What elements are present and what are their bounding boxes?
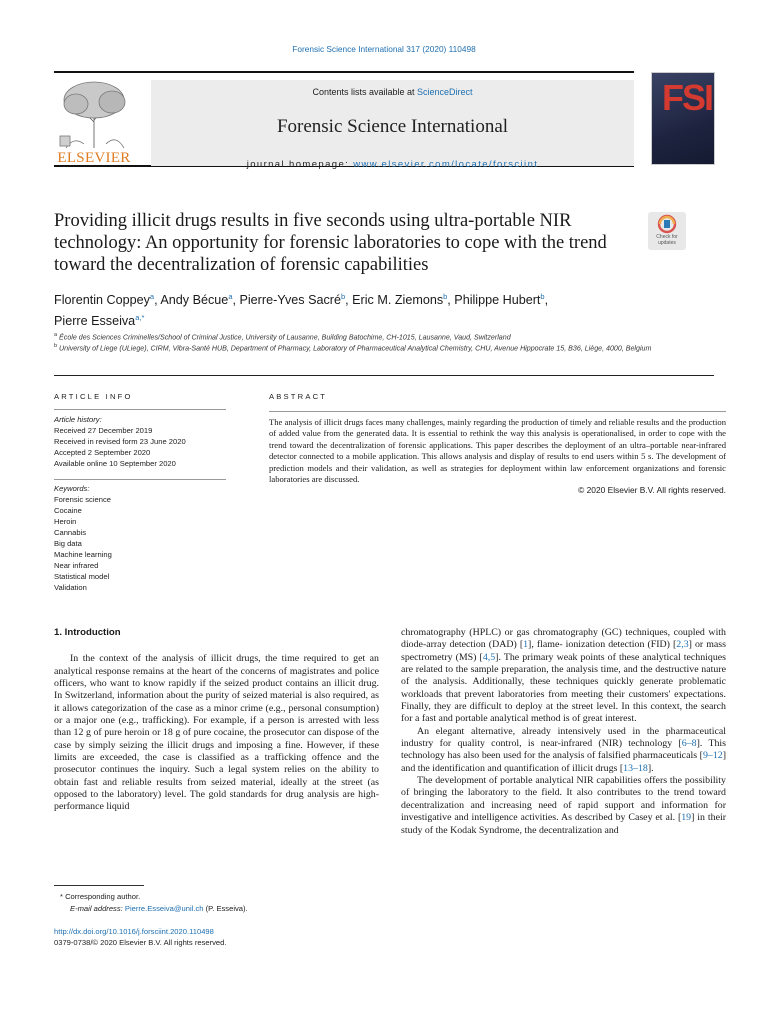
article-history bbox=[54, 414, 226, 469]
issn-copyright: 0379-0738/© 2020 Elsevier B.V. All rights reserved. bbox=[54, 938, 227, 947]
affiliation-mark: a bbox=[54, 332, 58, 338]
intro-paragraph-1-cont bbox=[401, 627, 726, 726]
journal-masthead bbox=[54, 71, 634, 170]
journal-homepage bbox=[151, 159, 634, 170]
reference-link[interactable]: 6–8 bbox=[681, 738, 697, 750]
keywords-label: Keywords: bbox=[54, 484, 90, 493]
keyword: Cannabis bbox=[54, 528, 87, 537]
body-column-right bbox=[401, 627, 726, 837]
abstract-heading: ABSTRACT bbox=[269, 392, 328, 401]
cover-letters: FSI bbox=[662, 77, 713, 118]
contents-prefix: Contents lists available at bbox=[312, 87, 418, 97]
text-run: ] and the identification and quantification of illicit drugs [ bbox=[401, 750, 726, 774]
crossmark-line-1: Check for bbox=[656, 234, 678, 240]
article-info-heading: ARTICLE INFO bbox=[54, 392, 133, 401]
intro-paragraph-3 bbox=[401, 775, 726, 837]
contents-lists-line bbox=[151, 87, 634, 97]
author-name[interactable]: Andy Bécue bbox=[160, 293, 229, 308]
reference-link[interactable]: 13–18 bbox=[623, 762, 648, 774]
article-title: Providing illicit drugs results in five seconds using ultra-portable NIR technology: An opportunity for forensic laboratories to cope with the trend toward the decentralization of forensic capabilities bbox=[54, 211, 607, 275]
text-run: ] in their study of the Kodak Syndrome, the decentralization and bbox=[401, 812, 726, 836]
author-list: Florentin Coppey$^a$, Andy Bécue$^a$, Pierre-Yves Sacré$^b$, Eric M. Ziemons$^b$, Philippe Hubert$^b$, Pierre Esseiva$^{a,*}$ bbox=[54, 292, 549, 329]
doi-link[interactable]: http://dx.doi.org/10.1016/j.forsciint.2020.110498 bbox=[54, 927, 214, 936]
text-run: An elegant alternative, already intensively used in the pharmaceutical industry for quality control, is near-infrared (NIR) technology [ bbox=[401, 725, 726, 750]
author-name[interactable]: Philippe Hubert bbox=[454, 293, 541, 308]
abstract-copyright: © 2020 Elsevier B.V. All rights reserved. bbox=[578, 485, 726, 496]
author-name[interactable]: Eric M. Ziemons bbox=[352, 293, 444, 308]
reference-link[interactable]: 1 bbox=[523, 639, 529, 651]
text-run: ]. bbox=[647, 762, 654, 774]
section-heading-introduction: 1. Introduction bbox=[54, 627, 121, 638]
author-affiliation-mark[interactable]: b bbox=[340, 292, 346, 301]
body-column-left bbox=[54, 627, 379, 814]
crossmark-line-2: updates bbox=[658, 239, 676, 246]
email-label: E-mail address: bbox=[70, 903, 125, 913]
keyword: Cocaine bbox=[54, 506, 82, 515]
keyword: Big data bbox=[54, 539, 82, 548]
reference-link[interactable]: 2,3 bbox=[676, 639, 689, 651]
keywords-list bbox=[54, 483, 226, 593]
author-name[interactable]: Pierre-Yves Sacré bbox=[239, 293, 341, 308]
keyword: Near infrared bbox=[54, 561, 99, 570]
crossmark-icon bbox=[648, 212, 686, 236]
keyword: Heroin bbox=[54, 517, 77, 526]
masthead-band bbox=[151, 80, 634, 170]
intro-paragraph-1: In the context of the analysis of illicit drugs, the time required to get an analytical response remains at the heart of the concerns of magistrates and police officers, who want to know rapidly if the seized product contains an illicit drug. In Switzerland, information about the purity of seized material is also required, as it allows categorization of the case as a minor crime (e.g., personal consumption) or a major one (e.g., trafficking). For example, if a person is arrested with less than 12 g of pure heroin or 18 g of pure cocaine, the prosecutor can dispose of the case by simply seizing the illicit drugs and imposing a fine. However, if these limits are exceeded, the case is classified as a trafficking offence and the prosecutor continues the inquiry. Such a legal system relies on the ability to obtain fast and reliable results from seized material, ideally at the street (as opposed to the laboratory) level. The gold standards for drug analysis are high-performance liquid bbox=[54, 653, 379, 813]
affiliation-mark: b bbox=[54, 343, 58, 349]
author-affiliation-mark[interactable]: a bbox=[228, 292, 233, 301]
elsevier-wordmark: ELSEVIER bbox=[57, 150, 131, 166]
header-separator bbox=[54, 375, 714, 376]
author-affiliation-mark[interactable]: a bbox=[149, 292, 155, 301]
affiliation-text: University of Liege (ULiege), CIRM, Vibra-Santé HUB, Department of Pharmacy, Laboratory of Pharmaceutical Analytical Chemistry, CHU, Avenue Hippocrate 15, B36, Liège, 4000, Belgium bbox=[59, 344, 652, 353]
abstract-text: The analysis of illicit drugs faces many challenges, mainly regarding the production of timely and reliable results and the production of added value from the generated data. It is essential to rethink the way this analysis is operationalised, in order to cope with the trend toward the decentralization of forensic applications. This paper describes the deployment of an ultra–portable near-infrared detector connected to a mobile application. This allows analysis and display of results to end users within 5 s. The development of prediction models and their validation, as well as strategies for deployment within law enforcement organizations and forensic laboratories are discussed. bbox=[269, 417, 726, 485]
author-email-link[interactable]: Pierre.Esseiva@unil.ch bbox=[124, 903, 204, 913]
reference-link[interactable]: 9–12 bbox=[702, 750, 723, 762]
journal-cover-thumbnail bbox=[651, 72, 715, 165]
text-run: ]. The primary weak points of these analytical techniques are related to the sample preparation, the analysis time, and the destructive nature of the analysis. Additionally, these techniques quickly generate problematic workloads that prevent laboratories from meeting their customers' expectations. Finally, they are difficult to deploy at the street level. In this context, the search for a fast and portable analytical method is of great interest. bbox=[401, 651, 727, 725]
history-item: Received 27 December 2019 bbox=[54, 426, 153, 435]
author-affiliation-mark[interactable]: a,* bbox=[135, 313, 145, 323]
text-run: ], flame- ionization detection (FID) [ bbox=[528, 639, 677, 651]
author-name[interactable]: Pierre Esseiva bbox=[54, 314, 136, 329]
doi-block bbox=[54, 926, 384, 948]
article-info-rule bbox=[54, 409, 226, 410]
homepage-link[interactable]: www.elsevier.com/locate/forsciint bbox=[353, 159, 539, 170]
keyword: Machine learning bbox=[54, 550, 112, 559]
journal-citation[interactable]: Forensic Science International 317 (2020) 110498 bbox=[292, 44, 476, 54]
text-run: ] or mass spectrometry (MS) [ bbox=[401, 639, 726, 663]
abstract-body bbox=[269, 417, 726, 497]
text-run: ]. This technology has also been used for the analysis of falsified pharmaceuticals [ bbox=[401, 738, 727, 762]
affiliation-b bbox=[54, 341, 714, 354]
keyword: Validation bbox=[54, 583, 87, 592]
corresponding-author-label: * Corresponding author. bbox=[60, 892, 141, 901]
author-affiliation-mark[interactable]: b bbox=[443, 292, 448, 301]
homepage-prefix: journal homepage: bbox=[246, 159, 354, 170]
sciencedirect-link[interactable]: ScienceDirect bbox=[417, 87, 473, 97]
text-run: The development of portable analytical NIR capabilities offers the possibility of bringing the laboratory to the field. It also contributes to the trend toward decentralization and increasing need of rapid support and information for investigative and intelligence activities. As described by Casey et al. [ bbox=[401, 775, 726, 824]
author-affiliation-mark[interactable]: b bbox=[540, 292, 545, 301]
author-name[interactable]: Florentin Coppey bbox=[54, 293, 150, 308]
footnote-rule bbox=[54, 885, 144, 886]
check-for-updates-badge[interactable] bbox=[648, 212, 686, 250]
corresponding-author-footnote bbox=[54, 891, 384, 914]
keyword: Forensic science bbox=[54, 495, 111, 504]
crossmark-label bbox=[648, 235, 686, 246]
reference-link[interactable]: 19 bbox=[681, 812, 692, 824]
keyword: Statistical model bbox=[54, 572, 110, 581]
history-label: Article history: bbox=[54, 415, 102, 424]
history-item: Received in revised form 23 June 2020 bbox=[54, 437, 186, 446]
reference-link[interactable]: 4,5 bbox=[482, 651, 496, 663]
affiliation-text: École des Sciences Criminelles/School of Criminal Justice, University of Lausanne, Building Batochime, CH-1015, Lausanne, Vaud, Switzerland bbox=[59, 333, 511, 342]
history-item: Available online 10 September 2020 bbox=[54, 459, 176, 468]
history-item: Accepted 2 September 2020 bbox=[54, 448, 151, 457]
intro-paragraph-2 bbox=[401, 726, 726, 775]
text-run: chromatography (HPLC) or gas chromatography (GC) techniques, coupled with diode-array detection (DAD) [ bbox=[401, 627, 726, 651]
journal-name: Forensic Science International bbox=[276, 116, 509, 137]
keywords-rule bbox=[54, 479, 226, 480]
article-info-section bbox=[54, 392, 226, 593]
email-suffix: (P. Esseiva). bbox=[203, 903, 248, 913]
abstract-rule bbox=[269, 411, 726, 412]
